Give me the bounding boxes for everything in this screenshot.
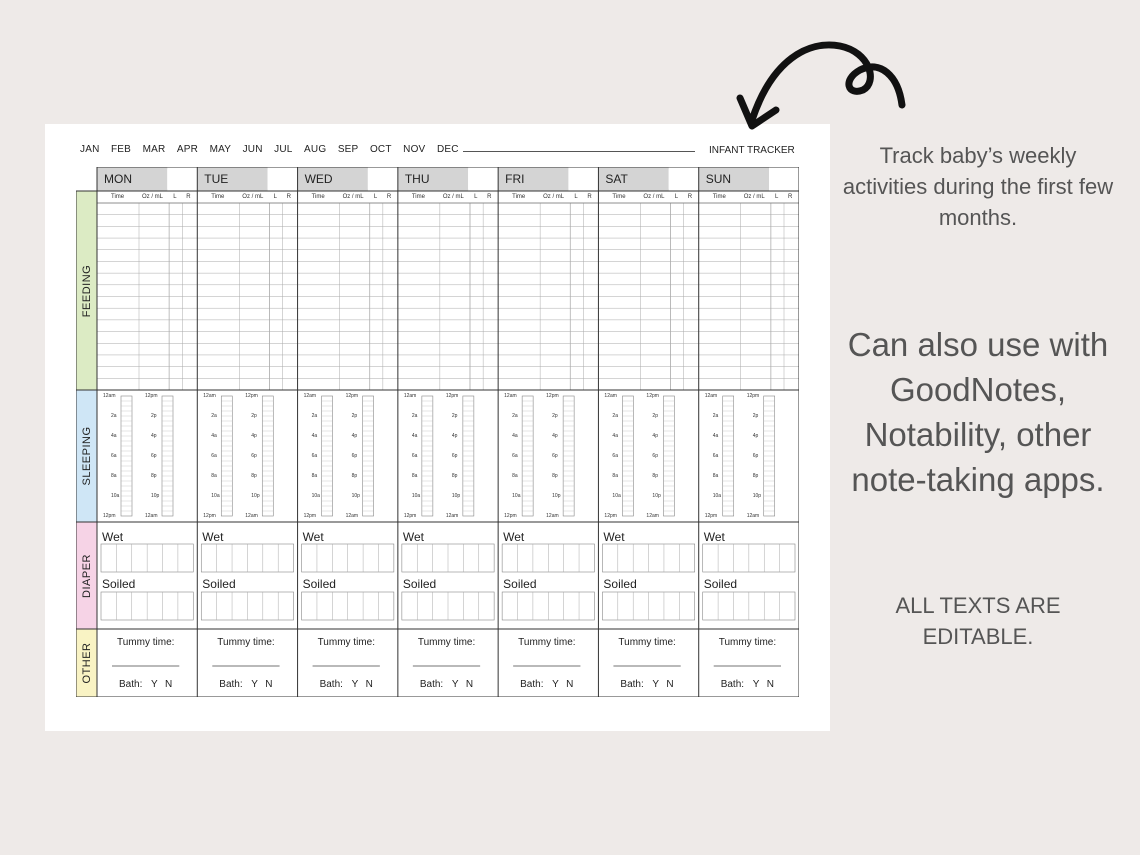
bath-yes-option[interactable]: Y bbox=[351, 679, 359, 690]
col-head-left: L bbox=[574, 194, 578, 200]
sleep-tick-am: 4a bbox=[612, 433, 618, 439]
sleep-tick-am: 4a bbox=[712, 433, 719, 439]
sleep-tick-pm: 6p bbox=[351, 453, 358, 459]
sleep-tick-am: 2a bbox=[612, 413, 618, 419]
sleep-tick-am: 6a bbox=[712, 453, 719, 459]
col-head-oz: Oz / mL bbox=[442, 194, 464, 200]
month-jan[interactable]: JAN bbox=[80, 144, 100, 155]
sleep-tick-am: 2a bbox=[111, 413, 117, 419]
promo-editable-text: ALL TEXTS ARE EDITABLE. bbox=[895, 593, 1061, 649]
sleep-tick-pm: 4p bbox=[351, 433, 358, 439]
day-date-box bbox=[468, 169, 496, 189]
bath-label: Bath: bbox=[419, 679, 444, 690]
day-date-box bbox=[368, 169, 396, 189]
col-head-right: R bbox=[186, 194, 191, 200]
sleep-tick-pm: 10p bbox=[151, 493, 160, 499]
section-label-diaper: DIAPER bbox=[80, 553, 93, 598]
day-date-box bbox=[167, 169, 195, 189]
bath-yes-option[interactable]: Y bbox=[451, 679, 459, 690]
month-apr[interactable]: APR bbox=[176, 144, 199, 155]
title-divider bbox=[463, 151, 695, 152]
sleep-tick-pm: 12pm bbox=[245, 393, 258, 399]
col-head-time: Time bbox=[612, 194, 626, 200]
col-head-time: Time bbox=[712, 194, 726, 200]
sleep-tick-am: 12pm bbox=[303, 513, 317, 519]
diaper-soiled-label: Soiled bbox=[703, 577, 738, 591]
col-head-left: L bbox=[373, 194, 378, 200]
month-aug[interactable]: AUG bbox=[304, 144, 327, 155]
sleep-tick-am: 12pm bbox=[403, 513, 417, 519]
day-label-tue: TUE bbox=[204, 172, 229, 186]
sleep-tick-am: 10a bbox=[411, 493, 421, 499]
day-label-thu: THU bbox=[404, 172, 430, 186]
sleep-tick-pm: 2p bbox=[752, 413, 759, 419]
sleep-tick-am: 2a bbox=[512, 413, 518, 419]
sleep-tick-pm: 10p bbox=[251, 493, 260, 499]
col-head-oz: Oz / mL bbox=[342, 194, 364, 200]
diaper-wet-label: Wet bbox=[503, 530, 525, 544]
sleep-tick-pm: 4p bbox=[552, 433, 558, 439]
col-head-left: L bbox=[474, 194, 478, 200]
col-head-oz: Oz / mL bbox=[142, 194, 164, 200]
bath-yes-option[interactable]: Y bbox=[151, 679, 158, 690]
sleep-tick-pm: 8p bbox=[151, 473, 157, 479]
diaper-soiled-label: Soiled bbox=[603, 577, 637, 591]
curved-arrow-icon bbox=[730, 30, 920, 140]
day-label-mon: MON bbox=[104, 172, 132, 186]
diaper-soiled-label: Soiled bbox=[402, 577, 437, 591]
sleep-tick-pm: 2p bbox=[251, 413, 257, 419]
sleep-tick-am: 8a bbox=[411, 473, 418, 479]
col-head-oz: Oz / mL bbox=[543, 194, 565, 200]
bath-no-option[interactable]: N bbox=[666, 679, 674, 690]
bath-label: Bath: bbox=[520, 679, 544, 690]
bath-no-option[interactable]: N bbox=[566, 679, 574, 690]
sleep-tick-am: 6a bbox=[512, 453, 518, 459]
sleep-tick-pm: 10p bbox=[752, 493, 762, 499]
sleep-tick-am: 8a bbox=[612, 473, 618, 479]
col-head-right: R bbox=[386, 194, 392, 200]
diaper-wet-label: Wet bbox=[603, 530, 625, 544]
promo-apps-text: Can also use with GoodNotes, Notability, other note-taking apps. bbox=[847, 326, 1109, 498]
bath-label: Bath: bbox=[720, 679, 745, 690]
col-head-time: Time bbox=[512, 194, 526, 200]
tummy-time-label: Tummy time: bbox=[317, 637, 375, 648]
col-head-left: L bbox=[674, 194, 679, 200]
month-dec[interactable]: DEC bbox=[436, 144, 459, 155]
day-date-box bbox=[669, 169, 697, 189]
col-head-left: L bbox=[273, 194, 277, 200]
sleep-tick-pm: 6p bbox=[251, 453, 257, 459]
sleep-tick-am: 6a bbox=[211, 453, 217, 459]
sleep-tick-pm: 2p bbox=[652, 413, 658, 419]
sleep-tick-am: 2a bbox=[211, 413, 217, 419]
sleep-tick-pm: 2p bbox=[451, 413, 458, 419]
sleep-tick-am: 8a bbox=[712, 473, 719, 479]
diaper-wet-label: Wet bbox=[102, 530, 124, 544]
sleep-tick-pm: 2p bbox=[151, 413, 157, 419]
month-feb[interactable]: FEB bbox=[111, 144, 132, 155]
sleep-tick-am: 8a bbox=[311, 473, 318, 479]
sleep-tick-am: 2a bbox=[311, 413, 318, 419]
sleep-tick-pm: 6p bbox=[451, 453, 458, 459]
sleep-tick-pm: 10p bbox=[451, 493, 461, 499]
bath-label: Bath: bbox=[119, 679, 143, 690]
sleep-tick-am: 12am bbox=[103, 393, 116, 399]
col-head-time: Time bbox=[311, 194, 325, 200]
day-date-box bbox=[568, 169, 596, 189]
sleep-tick-pm: 8p bbox=[351, 473, 358, 479]
promo-weekly-text: Track baby’s weekly activities during the first few months. bbox=[842, 143, 1114, 230]
sleep-tick-am: 6a bbox=[411, 453, 418, 459]
sleep-tick-am: 12pm bbox=[704, 513, 718, 519]
day-date-box bbox=[769, 169, 797, 189]
sleep-tick-am: 10a bbox=[712, 493, 722, 499]
sleep-tick-am: 10a bbox=[111, 493, 120, 499]
month-oct[interactable]: OCT bbox=[369, 144, 392, 155]
bath-no-option[interactable]: N bbox=[766, 679, 774, 690]
bath-label: Bath: bbox=[620, 679, 644, 690]
bath-yes-option[interactable]: Y bbox=[652, 679, 660, 690]
month-nov[interactable]: NOV bbox=[403, 144, 426, 155]
col-head-right: R bbox=[788, 194, 793, 200]
sleep-tick-am: 10a bbox=[612, 493, 621, 499]
sleep-tick-am: 12pm bbox=[103, 513, 116, 519]
day-label-sun: SUN bbox=[705, 172, 732, 186]
sleep-tick-pm: 10p bbox=[552, 493, 561, 499]
sleep-tick-pm: 12pm bbox=[746, 393, 760, 399]
sleep-tick-pm: 8p bbox=[552, 473, 558, 479]
sleep-tick-am: 2a bbox=[411, 413, 418, 419]
sleep-tick-am: 4a bbox=[211, 433, 217, 439]
col-head-right: R bbox=[587, 194, 592, 200]
bath-label: Bath: bbox=[219, 679, 243, 690]
col-head-left: L bbox=[775, 194, 779, 200]
sleep-tick-pm: 12pm bbox=[345, 393, 359, 399]
month-jun[interactable]: JUN bbox=[242, 144, 263, 155]
month-selector bbox=[80, 144, 470, 158]
sleep-tick-am: 12am bbox=[303, 393, 317, 399]
tummy-time-label: Tummy time: bbox=[718, 637, 777, 648]
sleep-tick-pm: 2p bbox=[351, 413, 358, 419]
grid-lines bbox=[76, 167, 799, 697]
sleep-tick-am: 10a bbox=[311, 493, 320, 499]
sleep-tick-am: 4a bbox=[311, 433, 318, 439]
sleep-tick-pm: 10p bbox=[351, 493, 360, 499]
sleep-tick-pm: 12am bbox=[646, 513, 659, 519]
sleep-tick-am: 4a bbox=[111, 433, 117, 439]
bath-no-option[interactable]: N bbox=[365, 679, 373, 690]
sleep-tick-am: 10a bbox=[512, 493, 521, 499]
sleep-tick-pm: 12am bbox=[746, 513, 760, 519]
sleep-tick-pm: 4p bbox=[451, 433, 458, 439]
day-date-box bbox=[268, 169, 296, 189]
section-label-feeding: FEEDING bbox=[80, 264, 93, 317]
diaper-soiled-label: Soiled bbox=[302, 577, 336, 591]
diaper-wet-label: Wet bbox=[202, 530, 224, 544]
diaper-soiled-label: Soiled bbox=[202, 577, 236, 591]
sleep-tick-am: 12am bbox=[604, 393, 617, 399]
sleep-tick-am: 4a bbox=[411, 433, 418, 439]
diaper-wet-label: Wet bbox=[402, 530, 424, 544]
col-head-time: Time bbox=[211, 194, 225, 200]
sleep-tick-pm: 12pm bbox=[646, 393, 659, 399]
sleep-tick-pm: 6p bbox=[552, 453, 558, 459]
sleep-tick-pm: 12am bbox=[546, 513, 559, 519]
bath-no-option[interactable]: N bbox=[265, 679, 273, 690]
tummy-time-label: Tummy time: bbox=[217, 637, 275, 648]
tracker-title: INFANT TRACKER bbox=[709, 145, 795, 156]
tummy-time-label: Tummy time: bbox=[618, 637, 676, 648]
sleep-tick-pm: 12am bbox=[245, 513, 258, 519]
col-head-right: R bbox=[286, 194, 291, 200]
sleep-tick-pm: 4p bbox=[752, 433, 759, 439]
sleep-tick-pm: 8p bbox=[652, 473, 658, 479]
tummy-time-label: Tummy time: bbox=[117, 637, 175, 648]
sleep-tick-pm: 12pm bbox=[546, 393, 559, 399]
col-head-left: L bbox=[173, 194, 177, 200]
col-head-right: R bbox=[487, 194, 492, 200]
sleep-tick-am: 4a bbox=[512, 433, 518, 439]
sleep-tick-pm: 10p bbox=[652, 493, 661, 499]
bath-yes-option[interactable]: Y bbox=[752, 679, 760, 690]
sleep-tick-am: 8a bbox=[111, 473, 117, 479]
tummy-time-label: Tummy time: bbox=[417, 637, 476, 648]
sleep-tick-am: 12am bbox=[504, 393, 517, 399]
sleep-tick-pm: 12am bbox=[145, 513, 158, 519]
weekly-grid bbox=[76, 167, 799, 697]
bath-no-option[interactable]: N bbox=[165, 679, 173, 690]
section-label-sleeping: SLEEPING bbox=[80, 426, 93, 486]
sleep-tick-pm: 12am bbox=[345, 513, 359, 519]
section-label-other: OTHER bbox=[80, 642, 93, 684]
col-head-right: R bbox=[687, 194, 693, 200]
sleep-tick-pm: 6p bbox=[752, 453, 759, 459]
bath-label: Bath: bbox=[319, 679, 343, 690]
sleep-tick-am: 8a bbox=[211, 473, 217, 479]
diaper-wet-label: Wet bbox=[703, 530, 725, 544]
diaper-soiled-label: Soiled bbox=[503, 577, 537, 591]
col-head-oz: Oz / mL bbox=[242, 194, 264, 200]
sleep-tick-am: 12pm bbox=[203, 513, 216, 519]
sleep-tick-am: 6a bbox=[612, 453, 618, 459]
sleep-tick-pm: 4p bbox=[652, 433, 658, 439]
sleep-tick-am: 12am bbox=[203, 393, 216, 399]
day-label-sat: SAT bbox=[605, 172, 628, 186]
sleep-tick-pm: 4p bbox=[251, 433, 257, 439]
sleep-tick-pm: 8p bbox=[752, 473, 759, 479]
sleep-tick-pm: 6p bbox=[652, 453, 658, 459]
diaper-soiled-label: Soiled bbox=[102, 577, 136, 591]
sleep-tick-pm: 6p bbox=[151, 453, 157, 459]
day-label-wed: WED bbox=[304, 172, 333, 186]
month-jul[interactable]: JUL bbox=[274, 144, 293, 155]
sleep-tick-am: 10a bbox=[211, 493, 220, 499]
diaper-wet-label: Wet bbox=[302, 530, 324, 544]
col-head-oz: Oz / mL bbox=[643, 194, 665, 200]
sleep-tick-pm: 8p bbox=[451, 473, 458, 479]
sleep-tick-am: 12pm bbox=[504, 513, 517, 519]
sleep-tick-pm: 4p bbox=[151, 433, 157, 439]
sleep-tick-pm: 12pm bbox=[445, 393, 459, 399]
month-mar[interactable]: MAR bbox=[142, 144, 166, 155]
planner-sheet bbox=[45, 124, 830, 731]
sleep-tick-am: 8a bbox=[512, 473, 518, 479]
sleep-tick-am: 12pm bbox=[604, 513, 617, 519]
sleep-tick-am: 12am bbox=[403, 393, 417, 399]
day-label-fri: FRI bbox=[505, 172, 525, 186]
month-may[interactable]: MAY bbox=[209, 144, 232, 155]
sleep-tick-pm: 12am bbox=[445, 513, 459, 519]
bath-no-option[interactable]: N bbox=[465, 679, 474, 690]
bath-yes-option[interactable]: Y bbox=[552, 679, 559, 690]
sleep-tick-am: 2a bbox=[712, 413, 719, 419]
sleep-tick-am: 12am bbox=[704, 393, 718, 399]
col-head-time: Time bbox=[111, 194, 125, 200]
col-head-oz: Oz / mL bbox=[743, 194, 765, 200]
col-head-time: Time bbox=[411, 194, 425, 200]
sleep-tick-pm: 2p bbox=[552, 413, 558, 419]
sleep-tick-am: 6a bbox=[111, 453, 117, 459]
tummy-time-label: Tummy time: bbox=[518, 637, 576, 648]
sleep-tick-pm: 12pm bbox=[145, 393, 158, 399]
month-sep[interactable]: SEP bbox=[337, 144, 359, 155]
bath-yes-option[interactable]: Y bbox=[251, 679, 258, 690]
sleep-tick-pm: 8p bbox=[251, 473, 257, 479]
sleep-tick-am: 6a bbox=[311, 453, 318, 459]
